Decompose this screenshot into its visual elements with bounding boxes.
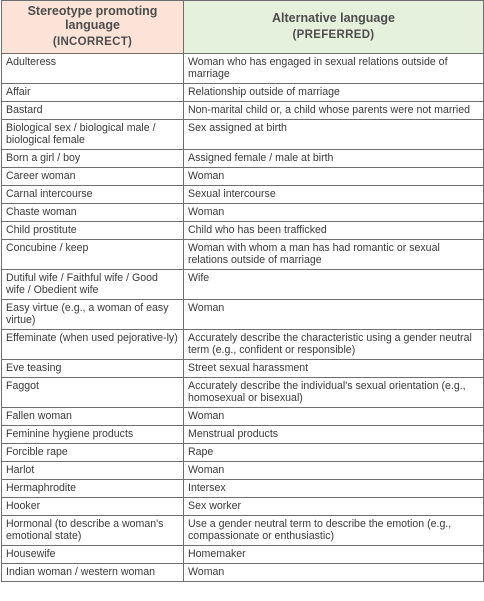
table-row (2, 546, 484, 564)
preferred-term-cell: Use a gender neutral term to describe the emotion (e.g., compassionate or enthusiastic) (184, 516, 484, 546)
preferred-term-cell: Accurately describe the characteristic using a gender neutral term (e.g., confident or responsible) (184, 330, 484, 360)
table-row (2, 150, 484, 168)
preferred-term-cell: Sex assigned at birth (184, 120, 484, 150)
table-row (2, 408, 484, 426)
table-row (2, 240, 484, 270)
preferred-term-cell: Woman (184, 564, 484, 582)
incorrect-term-cell: Forcible rape (2, 444, 184, 462)
table-row (2, 480, 484, 498)
table-row (2, 102, 484, 120)
document (1, 0, 483, 582)
header-incorrect (2, 1, 184, 54)
header-incorrect-subtitle: (INCORRECT) (52, 36, 133, 48)
incorrect-term-cell: Carnal intercourse (2, 186, 184, 204)
header-preferred-subtitle: (PREFERRED) (292, 29, 375, 41)
preferred-term-cell: Woman (184, 462, 484, 480)
incorrect-term-cell: Indian woman / western woman (2, 564, 184, 582)
table-body (2, 54, 484, 582)
preferred-term-cell: Woman (184, 300, 484, 330)
incorrect-term-cell: Fallen woman (2, 408, 184, 426)
table-row (2, 186, 484, 204)
incorrect-term-cell: Child prostitute (2, 222, 184, 240)
preferred-term-cell: Rape (184, 444, 484, 462)
table-row (2, 168, 484, 186)
incorrect-term-cell: Chaste woman (2, 204, 184, 222)
preferred-term-cell: Sex worker (184, 498, 484, 516)
incorrect-term-cell: Concubine / keep (2, 240, 184, 270)
preferred-term-cell: Sexual intercourse (184, 186, 484, 204)
header-preferred-title: Alternative language (272, 11, 395, 25)
incorrect-term-cell: Dutiful wife / Faithful wife / Good wife / Obedient wife (2, 270, 184, 300)
incorrect-term-cell: Effeminate (when used pejorative-ly) (2, 330, 184, 360)
preferred-term-cell: Relationship outside of marriage (184, 84, 484, 102)
preferred-term-cell: Woman who has engaged in sexual relations outside of marriage (184, 54, 484, 84)
table-row (2, 222, 484, 240)
table-row (2, 564, 484, 582)
table-row (2, 330, 484, 360)
preferred-term-cell: Woman with whom a man has had romantic or sexual relations outside of marriage (184, 240, 484, 270)
header-row (2, 1, 484, 54)
preferred-term-cell: Menstrual products (184, 426, 484, 444)
preferred-term-cell: Homemaker (184, 546, 484, 564)
incorrect-term-cell: Born a girl / boy (2, 150, 184, 168)
header-incorrect-title: Stereotype promoting language (27, 4, 158, 32)
table-row (2, 54, 484, 84)
incorrect-term-cell: Biological sex / biological male / biological female (2, 120, 184, 150)
table-row (2, 120, 484, 150)
incorrect-term-cell: Harlot (2, 462, 184, 480)
preferred-term-cell: Accurately describe the individual's sexual orientation (e.g., homosexual or bisexual) (184, 378, 484, 408)
table-row (2, 270, 484, 300)
incorrect-term-cell: Adulteress (2, 54, 184, 84)
preferred-term-cell: Woman (184, 408, 484, 426)
table-row (2, 84, 484, 102)
preferred-term-cell: Intersex (184, 480, 484, 498)
preferred-term-cell: Street sexual harassment (184, 360, 484, 378)
table-row (2, 300, 484, 330)
incorrect-term-cell: Faggot (2, 378, 184, 408)
incorrect-term-cell: Housewife (2, 546, 184, 564)
preferred-term-cell: Non-marital child or, a child whose parents were not married (184, 102, 484, 120)
terminology-table (1, 0, 484, 582)
incorrect-term-cell: Feminine hygiene products (2, 426, 184, 444)
incorrect-term-cell: Hormonal (to describe a woman's emotional state) (2, 516, 184, 546)
header-preferred (184, 1, 484, 54)
incorrect-term-cell: Eve teasing (2, 360, 184, 378)
incorrect-term-cell: Career woman (2, 168, 184, 186)
table-row (2, 360, 484, 378)
table-row (2, 444, 484, 462)
table-row (2, 462, 484, 480)
preferred-term-cell: Woman (184, 204, 484, 222)
table-row (2, 516, 484, 546)
table-header (2, 1, 484, 54)
preferred-term-cell: Assigned female / male at birth (184, 150, 484, 168)
incorrect-term-cell: Hermaphrodite (2, 480, 184, 498)
incorrect-term-cell: Affair (2, 84, 184, 102)
preferred-term-cell: Wife (184, 270, 484, 300)
incorrect-term-cell: Hooker (2, 498, 184, 516)
table-row (2, 426, 484, 444)
table-row (2, 204, 484, 222)
incorrect-term-cell: Easy virtue (e.g., a woman of easy virtue) (2, 300, 184, 330)
table-row (2, 498, 484, 516)
table-row (2, 378, 484, 408)
incorrect-term-cell: Bastard (2, 102, 184, 120)
preferred-term-cell: Child who has been trafficked (184, 222, 484, 240)
preferred-term-cell: Woman (184, 168, 484, 186)
